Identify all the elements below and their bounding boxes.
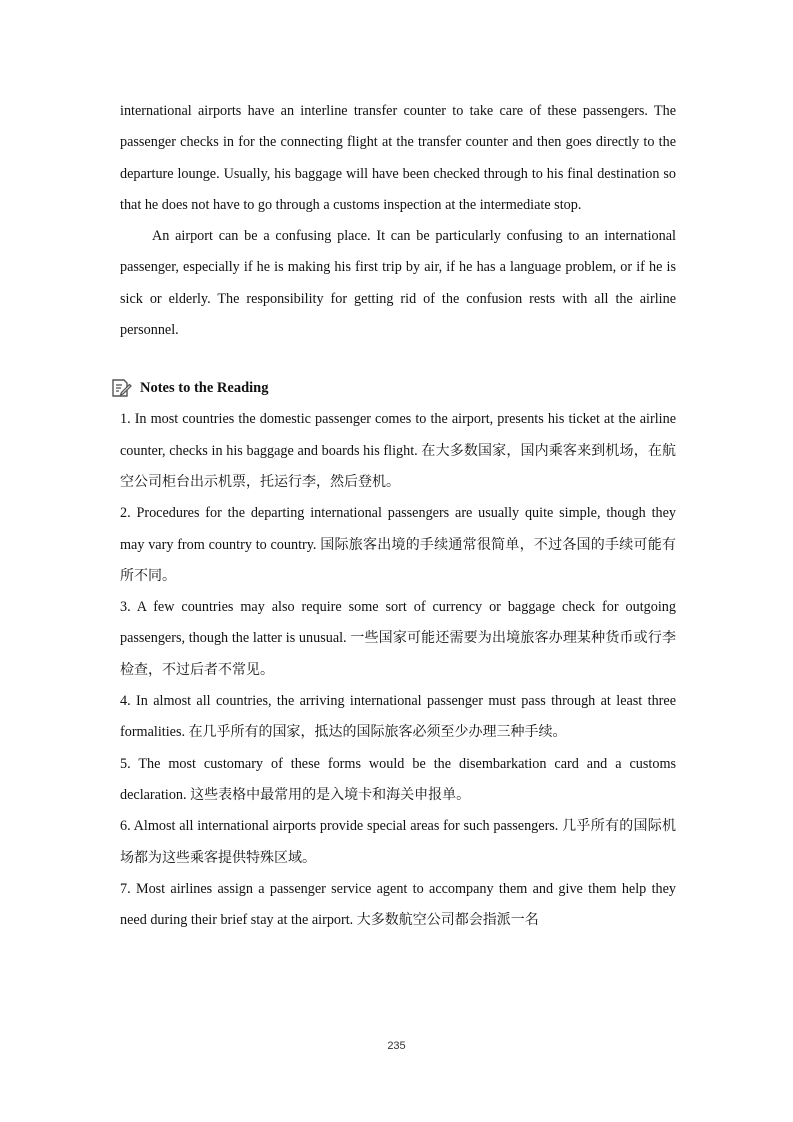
body-paragraph: An airport can be a confusing place. It can be particularly confusing to an international passenger, especially if he is making his first trip by air, if he has a language problem, or if he is sick or elderly. The responsibility for getting rid of the confusion rests with all the airline personnel. <box>120 228 676 339</box>
note-chinese: 这些表格中最常用的是入境卡和海关申报单。 <box>190 786 471 803</box>
note-english: 1. In most countries the domestic passenger comes to the airport, presents his ticket at the airline counter, checks in his baggage and boards his flight. <box>120 411 676 459</box>
note-chinese: 大多数航空公司都会指派一名 <box>356 912 539 929</box>
note-english: 5. The most customary of these forms would be the disembarkation card and a customs declaration. <box>120 755 676 803</box>
note-item <box>120 874 676 937</box>
note-chinese: 几乎所有的国际机场都为这些乘客提供特殊区域。 <box>120 818 677 866</box>
note-item <box>120 498 676 592</box>
note-chinese: 国际旅客出境的手续通常很简单，不过各国的手续可能有所不同。 <box>120 536 676 584</box>
note-english: 7. Most airlines assign a passenger service agent to accompany them and give them help they need during their brief stay at the airport. <box>120 880 676 929</box>
note-chinese: 在大多数国家，国内乘客来到机场，在航空公司柜台出示机票，托运行李，然后登机。 <box>120 442 676 490</box>
note-item <box>120 811 676 874</box>
notes-title: Notes to the Reading <box>140 379 269 396</box>
note-item <box>120 686 676 749</box>
body-paragraph: international airports have an interline transfer counter to take care of these passengers. The passenger checks in for the connecting flight at the transfer counter and then goes directly to the departure lounge. Usually, his baggage will have been checked through to his final destination so that he does not have to go through a customs inspection at the intermediate stop. <box>120 103 676 213</box>
note-item <box>120 749 676 812</box>
notes-list <box>120 404 676 936</box>
note-english: 4. In almost all countries, the arriving international passenger must pass through at least three formalities. <box>120 693 676 741</box>
note-chinese: 一些国家可能还需要为出境旅客办理某种货币或行李检查，不过后者不常见。 <box>120 630 676 678</box>
notes-edit-icon <box>110 377 132 399</box>
page-number: 235 <box>387 1040 406 1052</box>
note-english: 2. Procedures for the departing international passengers are usually quite simple, though they may vary from country to country. <box>120 505 676 553</box>
note-chinese: 在几乎所有的国家，抵达的国际旅客必须至少办理三种手续。 <box>188 724 567 741</box>
note-english: 3. A few countries may also require some sort of currency or baggage check for outgoing passengers, though the latter is unusual. <box>120 599 676 647</box>
note-english: 6. Almost all international airports provide special areas for such passengers. <box>120 818 563 835</box>
note-item <box>120 404 676 498</box>
notes-heading <box>110 372 676 404</box>
note-item <box>120 592 676 686</box>
page-content <box>120 96 676 936</box>
